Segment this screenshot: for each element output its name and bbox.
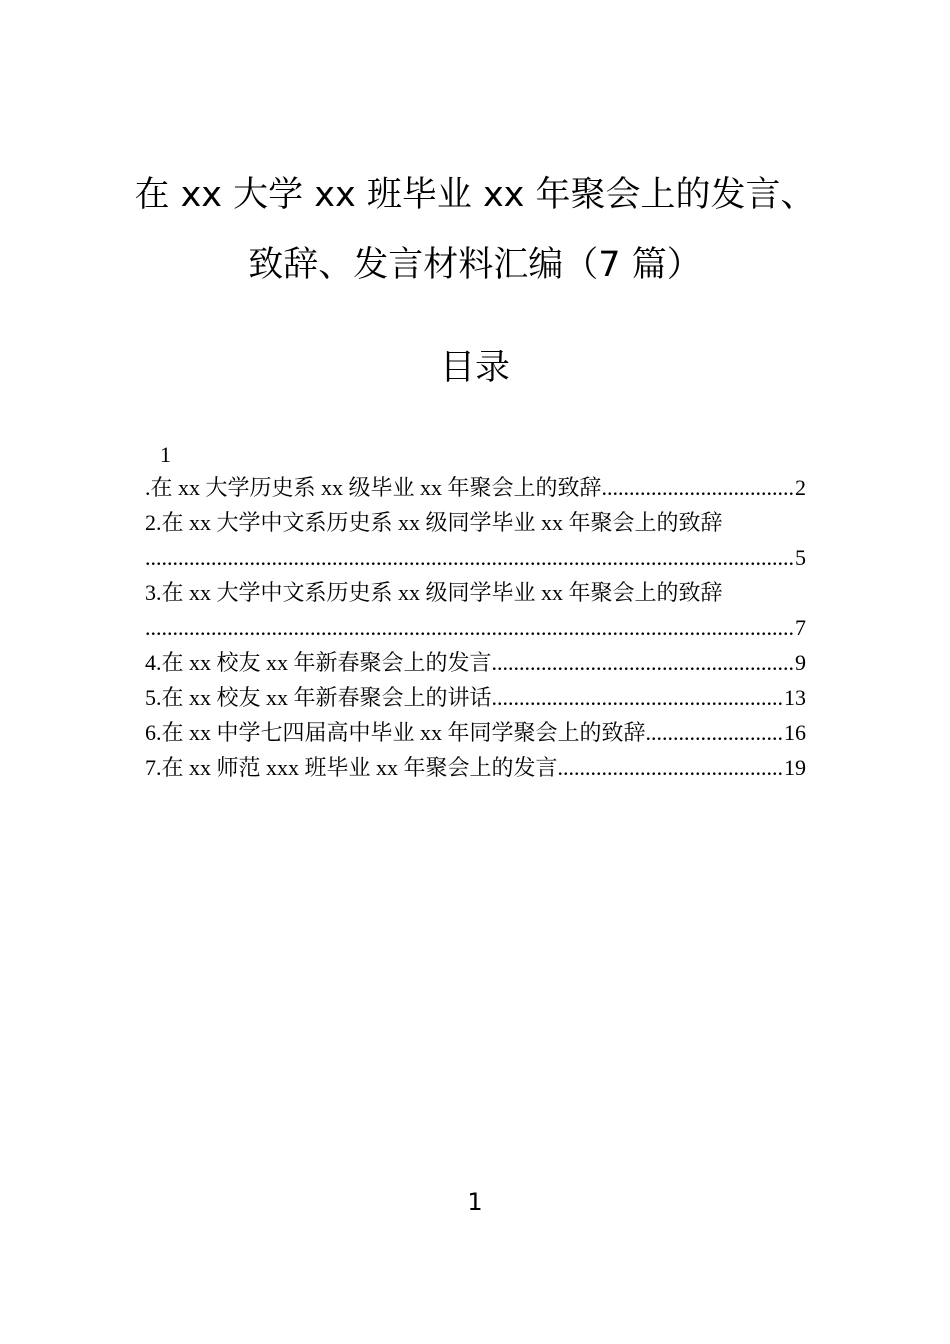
toc-entry-2-leader-line[interactable]	[145, 540, 806, 575]
toc-entry-2-page: 5	[795, 545, 806, 570]
document-title-line-1: 在 xx 大学 xx 班毕业 xx 年聚会上的发言、	[134, 175, 816, 215]
toc-entry-6-leader	[646, 715, 784, 750]
toc-entry-7-leader	[558, 750, 784, 785]
toc-entry-5[interactable]	[145, 680, 806, 715]
toc-entry-3-label: 3.在 xx 大学中文系历史系 xx 级同学毕业 xx 年聚会上的致辞	[145, 580, 723, 605]
toc-entry-3-title[interactable]	[145, 575, 806, 610]
document-title-line-2: 致辞、发言材料汇编（7 篇）	[248, 245, 702, 285]
toc-entry-4-label: 4.在 xx 校友 xx 年新春聚会上的发言	[145, 650, 492, 675]
toc-entry-4[interactable]	[145, 645, 806, 680]
toc-entry-5-page: 13	[784, 685, 806, 710]
toc-entry-3-page: 7	[795, 615, 806, 640]
toc-entry-3-leader-line[interactable]	[145, 610, 806, 645]
toc-entry-6-label: 6.在 xx 中学七四届高中毕业 xx 年同学聚会上的致辞	[145, 720, 646, 745]
toc-entry-7-page: 19	[784, 755, 806, 780]
toc-entry-7-label: 7.在 xx 师范 xxx 班毕业 xx 年聚会上的发言	[145, 755, 558, 780]
toc-entry-1-label: .在 xx 大学历史系 xx 级毕业 xx 年聚会上的致辞	[145, 475, 602, 500]
toc-entry-6-page: 16	[784, 720, 806, 745]
toc-entry-5-label: 5.在 xx 校友 xx 年新春聚会上的讲话	[145, 685, 492, 710]
toc-heading: 目录	[439, 348, 510, 388]
toc-entry-5-leader	[492, 680, 784, 715]
toc-entry-6[interactable]	[145, 715, 806, 750]
toc-entry-4-leader	[492, 645, 795, 680]
page-number: 1	[467, 1188, 483, 1216]
toc-entry-1-number: 1	[160, 442, 171, 467]
toc-entry-2-title[interactable]	[145, 505, 806, 540]
toc-entry-2-label: 2.在 xx 大学中文系历史系 xx 级同学毕业 xx 年聚会上的致辞	[145, 510, 723, 535]
toc-entry-1-leader	[602, 470, 795, 505]
toc-entry-1-page: 2	[795, 475, 806, 500]
toc-entry-4-page: 9	[795, 650, 806, 675]
toc-entry-2-leader	[145, 540, 795, 575]
toc-entry-7[interactable]	[145, 750, 806, 785]
toc-entry-1[interactable]	[145, 470, 806, 505]
table-of-contents	[145, 440, 806, 785]
toc-entry-3-leader	[145, 610, 795, 645]
